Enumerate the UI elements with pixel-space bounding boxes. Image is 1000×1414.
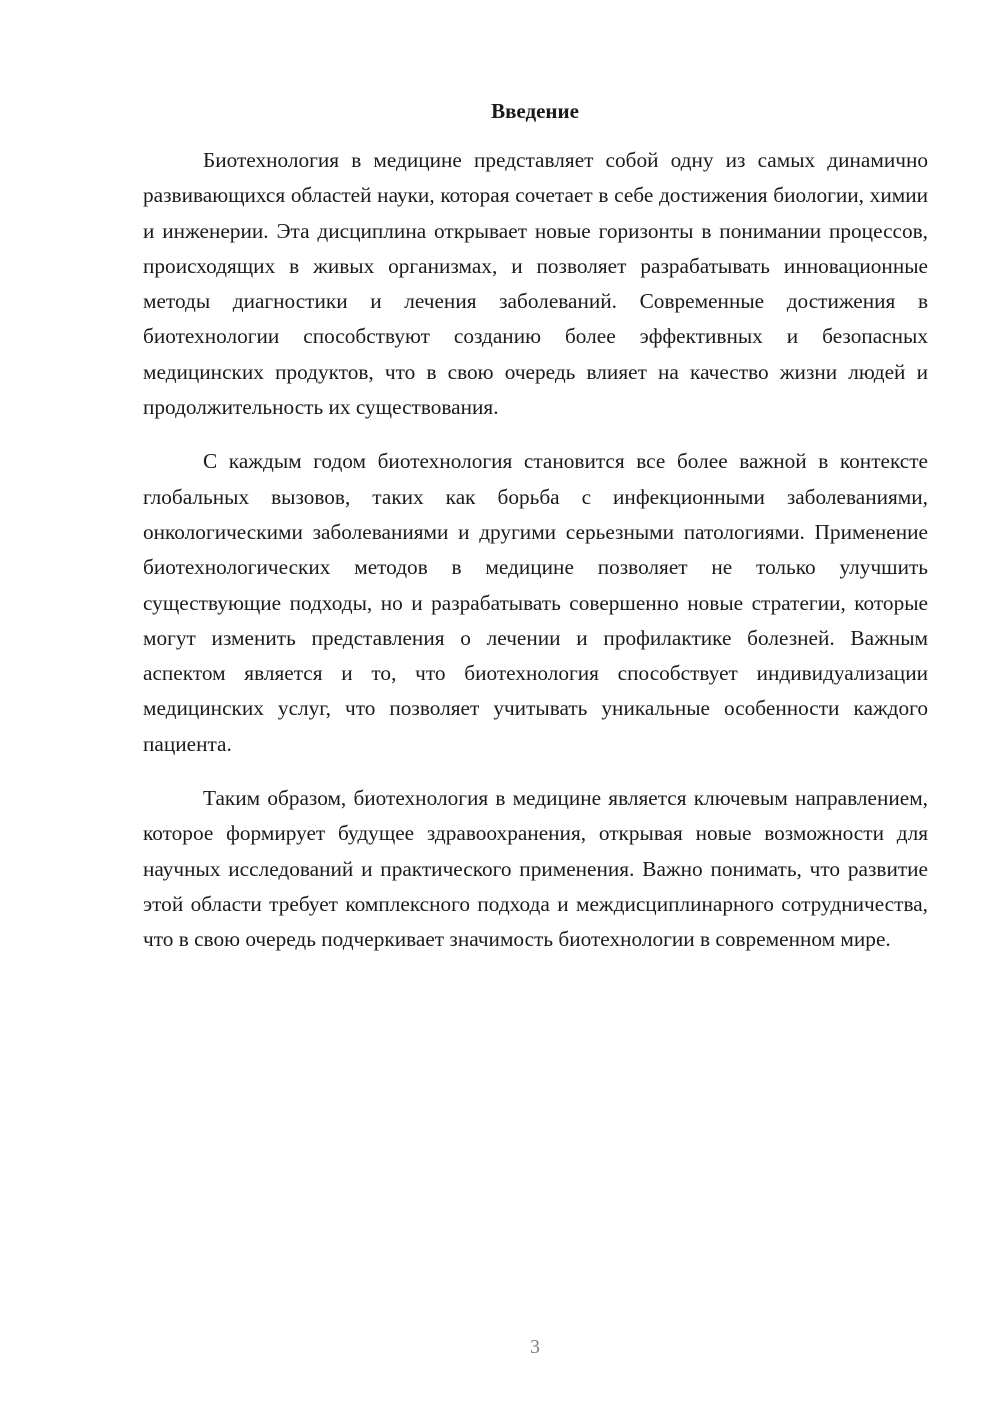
page-number: 3 [530,1336,540,1358]
body-text [143,143,928,977]
paragraph-3: Таким образом, биотехнология в медицине является ключевым направлением, которое формирует будущее здравоохранения, открывая новые возможности для научных исследований и практического применения. Важно понимать, что развитие этой области требует комплексного подхода и междисциплинарного сотрудничества, что в свою очередь подчеркивает значимость биотехнологии в современном мире. [143,786,928,952]
paragraph-1: Биотехнология в медицине представляет собой одну из самых динамично развивающихся областей науки, которая сочетает в себе достижения биологии, химии и инженерии. Эта дисциплина открывает новые горизонты в понимании процессов, происходящих в живых организмах, и позволяет разрабатывать инновационные методы диагностики и лечения заболеваний. Современные достижения в биотехнологии способствуют созданию более эффективных и безопасных медицинских продуктов, что в свою очередь влияет на качество жизни людей и продолжительность их существования. [143,148,928,420]
section-title: Введение [491,99,579,123]
paragraph-2: С каждым годом биотехнология становится все более важной в контексте глобальных вызовов, таких как борьба с инфекционными заболеваниями, онкологическими заболеваниями и другими серьезными патологиями. Применение биотехнологических методов в медицине позволяет не только улучшить существующие подходы, но и разрабатывать совершенно новые стратегии, которые могут изменить представления о лечении и профилактике болезней. Важным аспектом является и то, что биотехнология способствует индивидуализации медицинских услуг, что позволяет учитывать уникальные особенности каждого пациента. [143,449,928,756]
